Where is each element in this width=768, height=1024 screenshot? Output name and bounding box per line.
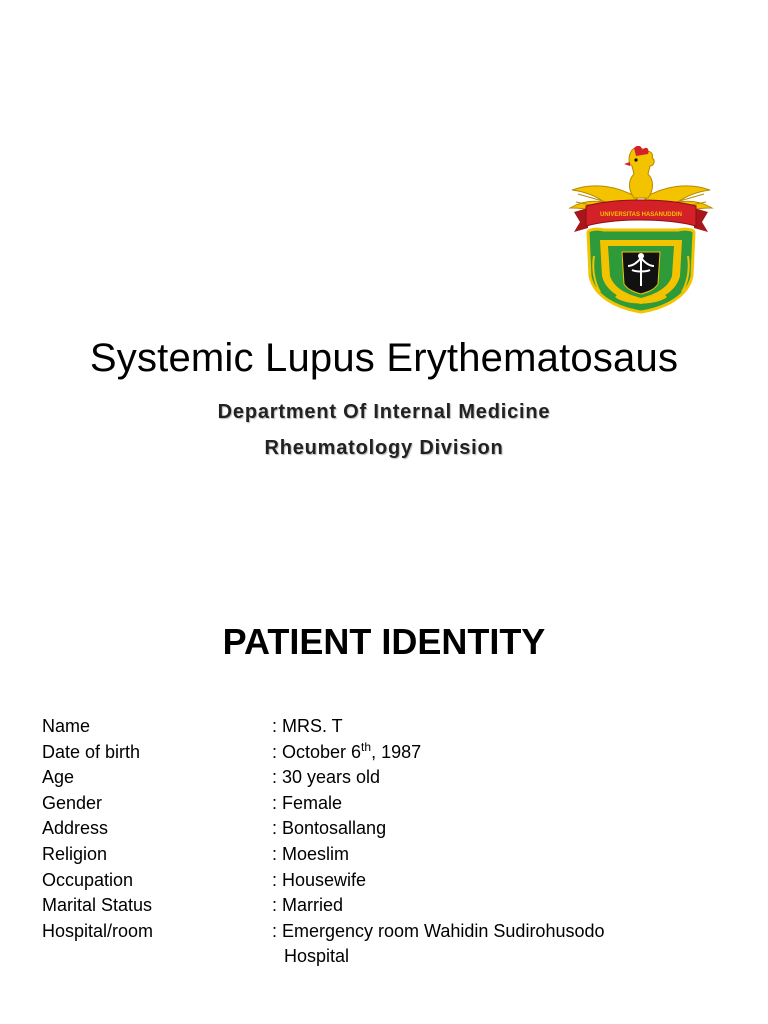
presentation-title: Systemic Lupus Erythematosaus: [89, 336, 679, 380]
identity-label: Hospital/room: [42, 920, 154, 941]
dob-main: : October 6: [272, 741, 362, 762]
identity-label: Occupation: [42, 869, 134, 890]
identity-row-occupation: [42, 868, 742, 894]
identity-label: Address: [42, 818, 109, 839]
identity-value: : Married: [272, 895, 344, 916]
identity-label: Marital Status: [42, 895, 153, 916]
rooster-icon: [624, 146, 654, 198]
university-logo: [566, 146, 716, 314]
identity-label: Date of birth: [42, 741, 141, 762]
identity-value: : MRS. T: [272, 716, 343, 736]
identity-row-religion: [42, 842, 742, 868]
hospital-room-line2: Hospital: [284, 946, 350, 967]
identity-value: : Female: [272, 792, 343, 813]
svg-text:UNIVERSITAS HASANUDDIN: UNIVERSITAS HASANUDDIN: [600, 212, 682, 218]
identity-label: Gender: [42, 792, 103, 813]
dob-ordinal-suffix: th: [361, 739, 372, 754]
identity-row-name: [42, 714, 742, 740]
section-heading: PATIENT IDENTITY: [222, 621, 546, 662]
identity-value: : 30 years old: [272, 767, 381, 788]
identity-value: [272, 919, 652, 970]
division-subtitle: Rheumatology Division: [264, 437, 504, 459]
identity-row-age: [42, 765, 742, 791]
identity-row-gender: [42, 791, 742, 817]
identity-value: [272, 740, 421, 766]
hospital-room-line1: : Emergency room Wahidin Sudirohusodo: [272, 920, 605, 941]
identity-label: Name: [42, 716, 91, 736]
department-subtitle: Department Of Internal Medicine: [217, 401, 551, 423]
identity-value: : Housewife: [272, 869, 367, 890]
patient-identity-list: [42, 714, 742, 971]
shield-icon: [588, 229, 694, 312]
identity-row-hospital-room: [42, 919, 742, 971]
identity-row-date-of-birth: [42, 740, 742, 766]
identity-value: : Bontosallang: [272, 818, 387, 839]
identity-value: : Moeslim: [272, 843, 350, 864]
identity-row-address: [42, 816, 742, 842]
identity-row-marital-status: [42, 893, 742, 919]
dob-year: , 1987: [371, 741, 422, 762]
identity-label: Religion: [42, 843, 108, 864]
identity-label: Age: [42, 767, 75, 788]
banner-ribbon: [574, 200, 708, 232]
